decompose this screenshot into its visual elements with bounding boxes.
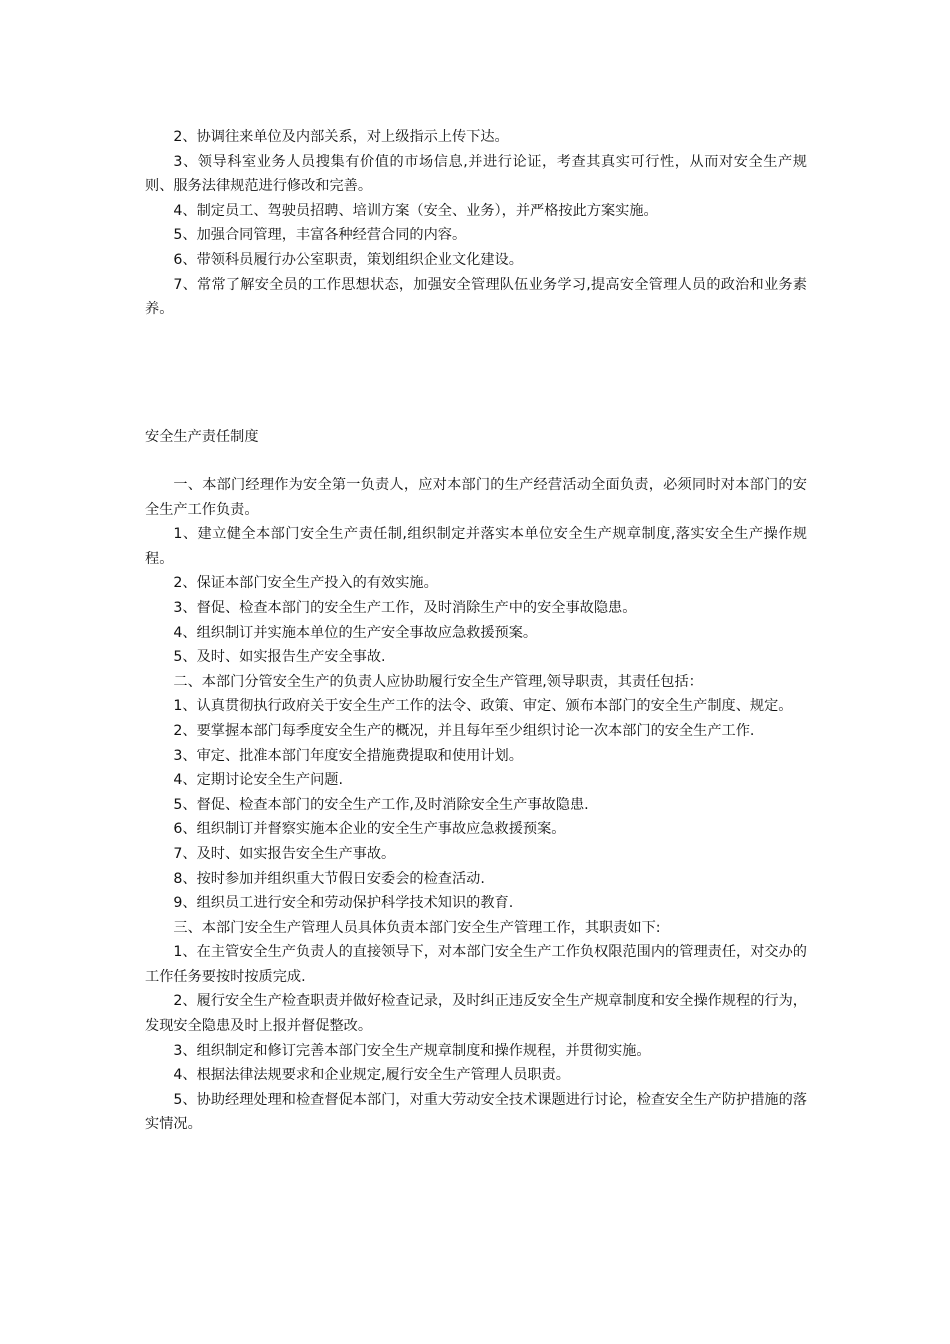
paragraph: 5、督促、检查本部门的安全生产工作,及时消除安全生产事故隐患.: [173, 796, 589, 813]
paragraph: 4、制定员工、驾驶员招聘、培训方案（安全、业务），并严格按此方案实施。: [173, 202, 658, 219]
paragraph: 三、本部门安全生产管理人员具体负责本部门安全生产管理工作，其职责如下:: [173, 919, 661, 936]
paragraph: 3、领导科室业务人员搜集有价值的市场信息,并进行论证，考查其真实可行性，从而对安全生产规则、服务法律规范进行修改和完善。: [145, 153, 807, 195]
section-title-block: [145, 425, 807, 449]
paragraph: 9、组织员工进行安全和劳动保护科学技术知识的教育.: [173, 895, 514, 912]
paragraph: 5、及时、如实报告生产安全事故.: [173, 649, 386, 666]
paragraph: 8、按时参加并组织重大节假日安委会的检查活动.: [173, 870, 485, 887]
paragraph: 2、协调往来单位及内部关系，对上级指示上传下达。: [173, 129, 509, 145]
paragraph: 4、定期讨论安全生产问题.: [173, 772, 343, 789]
paragraph: 3、督促、检查本部门的安全生产工作，及时消除生产中的安全事故隐患。: [173, 599, 637, 616]
paragraph: 2、履行安全生产检查职责并做好检查记录，及时纠正违反安全生产规章制度和安全操作规程的行为，发现安全隐患及时上报并督促整改。: [145, 993, 807, 1035]
paragraph: 7、及时、如实报告安全生产事故。: [173, 845, 396, 862]
paragraph: 3、审定、批准本部门年度安全措施费提取和使用计划。: [173, 747, 523, 764]
responsibility-system-body: [145, 473, 807, 1137]
paragraph: 1、在主管安全生产负责人的直接领导下，对本部门安全生产工作负权限范围内的管理责任，对交办的工作任务要按时按质完成.: [145, 944, 807, 985]
paragraph: 5、加强合同管理，丰富各种经营合同的内容。: [173, 227, 467, 244]
paragraph: 4、根据法律法规要求和企业规定,履行安全生产管理人员职责。: [173, 1067, 570, 1084]
paragraph: 2、要掌握本部门每季度安全生产的概况，并且每年至少组织讨论一次本部门的安全生产工作.: [173, 722, 755, 739]
paragraph: 4、组织制订并实施本单位的生产安全事故应急救援预案。: [173, 624, 538, 641]
duties-list-continued: [145, 125, 807, 322]
paragraph: 3、组织制定和修订完善本部门安全生产规章制度和操作规程，并贯彻实施。: [173, 1042, 651, 1059]
paragraph: 6、带领科员履行办公室职责，策划组织企业文化建设。: [173, 251, 523, 268]
paragraph: 2、保证本部门安全生产投入的有效实施。: [173, 575, 438, 592]
paragraph: 一、本部门经理作为安全第一负责人，应对本部门的生产经营活动全面负责，必须同时对本部门的安全生产工作负责。: [145, 477, 807, 518]
paragraph: 1、建立健全本部门安全生产责任制,组织制定并落实本单位安全生产规章制度,落实安全生产操作规程。: [145, 526, 807, 567]
paragraph: 1、认真贯彻执行政府关于安全生产工作的法令、政策、审定、颁布本部门的安全生产制度、规定。: [173, 698, 793, 715]
paragraph: 5、协助经理处理和检查督促本部门，对重大劳动安全技术课题进行讨论，检查安全生产防护措施的落实情况。: [145, 1091, 807, 1133]
paragraph: 7、常常了解安全员的工作思想状态，加强安全管理队伍业务学习,提高安全管理人员的政治和业务素养。: [145, 276, 807, 318]
paragraph: 6、组织制订并督察实施本企业的安全生产事故应急救援预案。: [173, 821, 566, 838]
section-title: 安全生产责任制度: [145, 429, 259, 445]
paragraph: 二、本部门分管安全生产的负责人应协助履行安全生产管理,领导职责，其责任包括：: [173, 673, 703, 690]
